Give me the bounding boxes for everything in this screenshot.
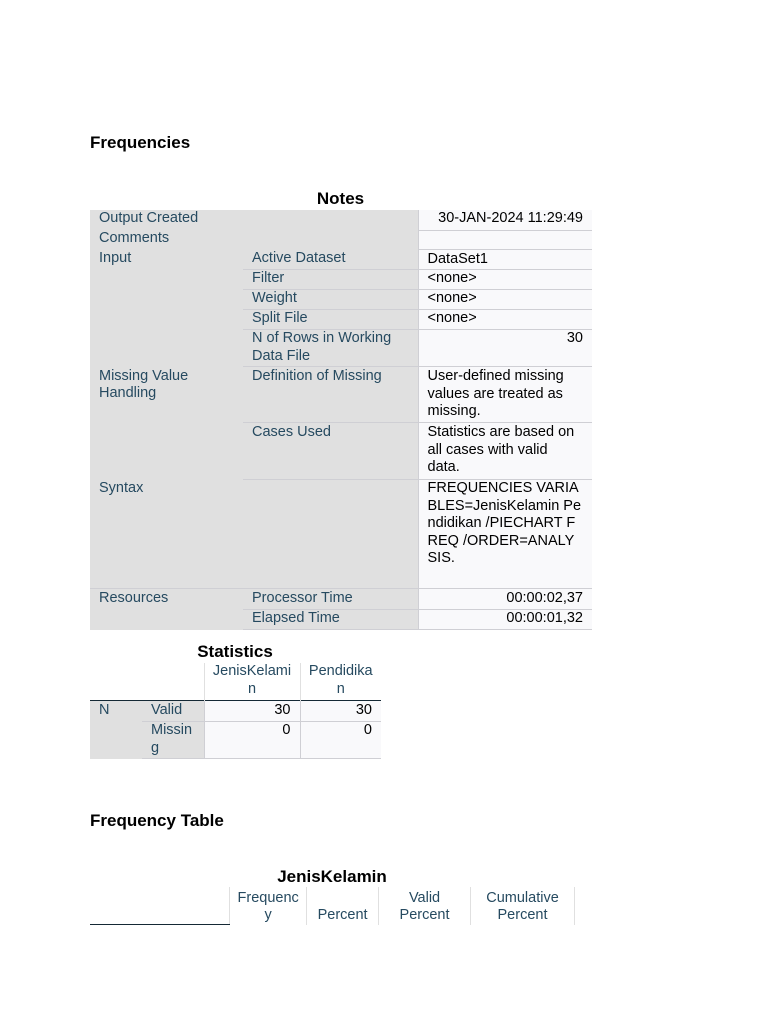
statistics-value: 0 <box>204 722 300 759</box>
notes-sublabel: N of Rows in Working Data File <box>243 330 418 367</box>
table-row <box>90 663 381 701</box>
notes-value: DataSet1 <box>418 249 592 270</box>
jeniskelamin-table <box>90 887 575 925</box>
statistics-value: 30 <box>204 701 300 722</box>
notes-table <box>90 210 592 630</box>
statistics-value: 0 <box>300 722 381 759</box>
table-row <box>90 230 592 249</box>
notes-sublabel: Filter <box>243 270 418 290</box>
table-row <box>90 367 592 423</box>
notes-value <box>418 230 592 249</box>
statistics-table <box>90 663 381 759</box>
statistics-n-label: N <box>90 701 142 759</box>
statistics-row-label: Valid <box>142 701 204 722</box>
notes-value: 30 <box>418 330 592 367</box>
notes-title: Notes <box>316 189 365 208</box>
statistics-value: 30 <box>300 701 381 722</box>
notes-sublabel: Cases Used <box>243 423 418 480</box>
notes-value: Statistics are based on all cases with valid data. <box>418 423 592 480</box>
statistics-col-header: JenisKelamin <box>204 663 300 701</box>
table-row <box>90 480 592 589</box>
notes-sublabel: Weight <box>243 290 418 310</box>
notes-value: 00:00:01,32 <box>418 610 592 630</box>
notes-label: Resources <box>90 589 243 630</box>
statistics-col-header: Pendidikan <box>300 663 381 701</box>
notes-sublabel: Elapsed Time <box>243 610 418 630</box>
table-row <box>90 887 575 925</box>
frequency-table-heading: Frequency Table <box>90 811 224 830</box>
notes-sublabel: Processor Time <box>243 589 418 610</box>
notes-label: Comments <box>90 230 418 249</box>
statistics-title: Statistics <box>197 642 273 661</box>
frequencies-heading: Frequencies <box>90 133 191 152</box>
notes-value: User-defined missing values are treated as missing. <box>418 367 592 423</box>
jeniskelamin-title: JenisKelamin <box>277 867 387 886</box>
table-row <box>90 701 381 722</box>
notes-label: Syntax <box>90 480 418 589</box>
jeniskelamin-col-header: Valid Percent <box>379 887 471 925</box>
table-row <box>90 210 592 230</box>
notes-label: Input <box>90 249 243 367</box>
jeniskelamin-col-header: Frequency <box>230 887 307 925</box>
notes-value: <none> <box>418 310 592 330</box>
notes-value: 30-JAN-2024 11:29:49 <box>418 210 592 230</box>
table-row <box>90 249 592 270</box>
jeniskelamin-col-header: Percent <box>307 887 379 925</box>
jeniskelamin-col-header: Cumulative Percent <box>471 887 575 925</box>
notes-value: <none> <box>418 290 592 310</box>
notes-sublabel: Split File <box>243 310 418 330</box>
table-row <box>90 589 592 610</box>
statistics-row-label: Missing <box>142 722 204 759</box>
notes-value: 00:00:02,37 <box>418 589 592 610</box>
notes-sublabel: Definition of Missing <box>243 367 418 423</box>
notes-value: <none> <box>418 270 592 290</box>
notes-sublabel: Active Dataset <box>243 249 418 270</box>
notes-label: Missing Value Handling <box>90 367 243 480</box>
notes-label: Output Created <box>90 210 418 230</box>
notes-value: FREQUENCIES VARIABLES=JenisKelamin Pendidikan /PIECHART FREQ /ORDER=ANALYSIS. <box>418 480 592 589</box>
